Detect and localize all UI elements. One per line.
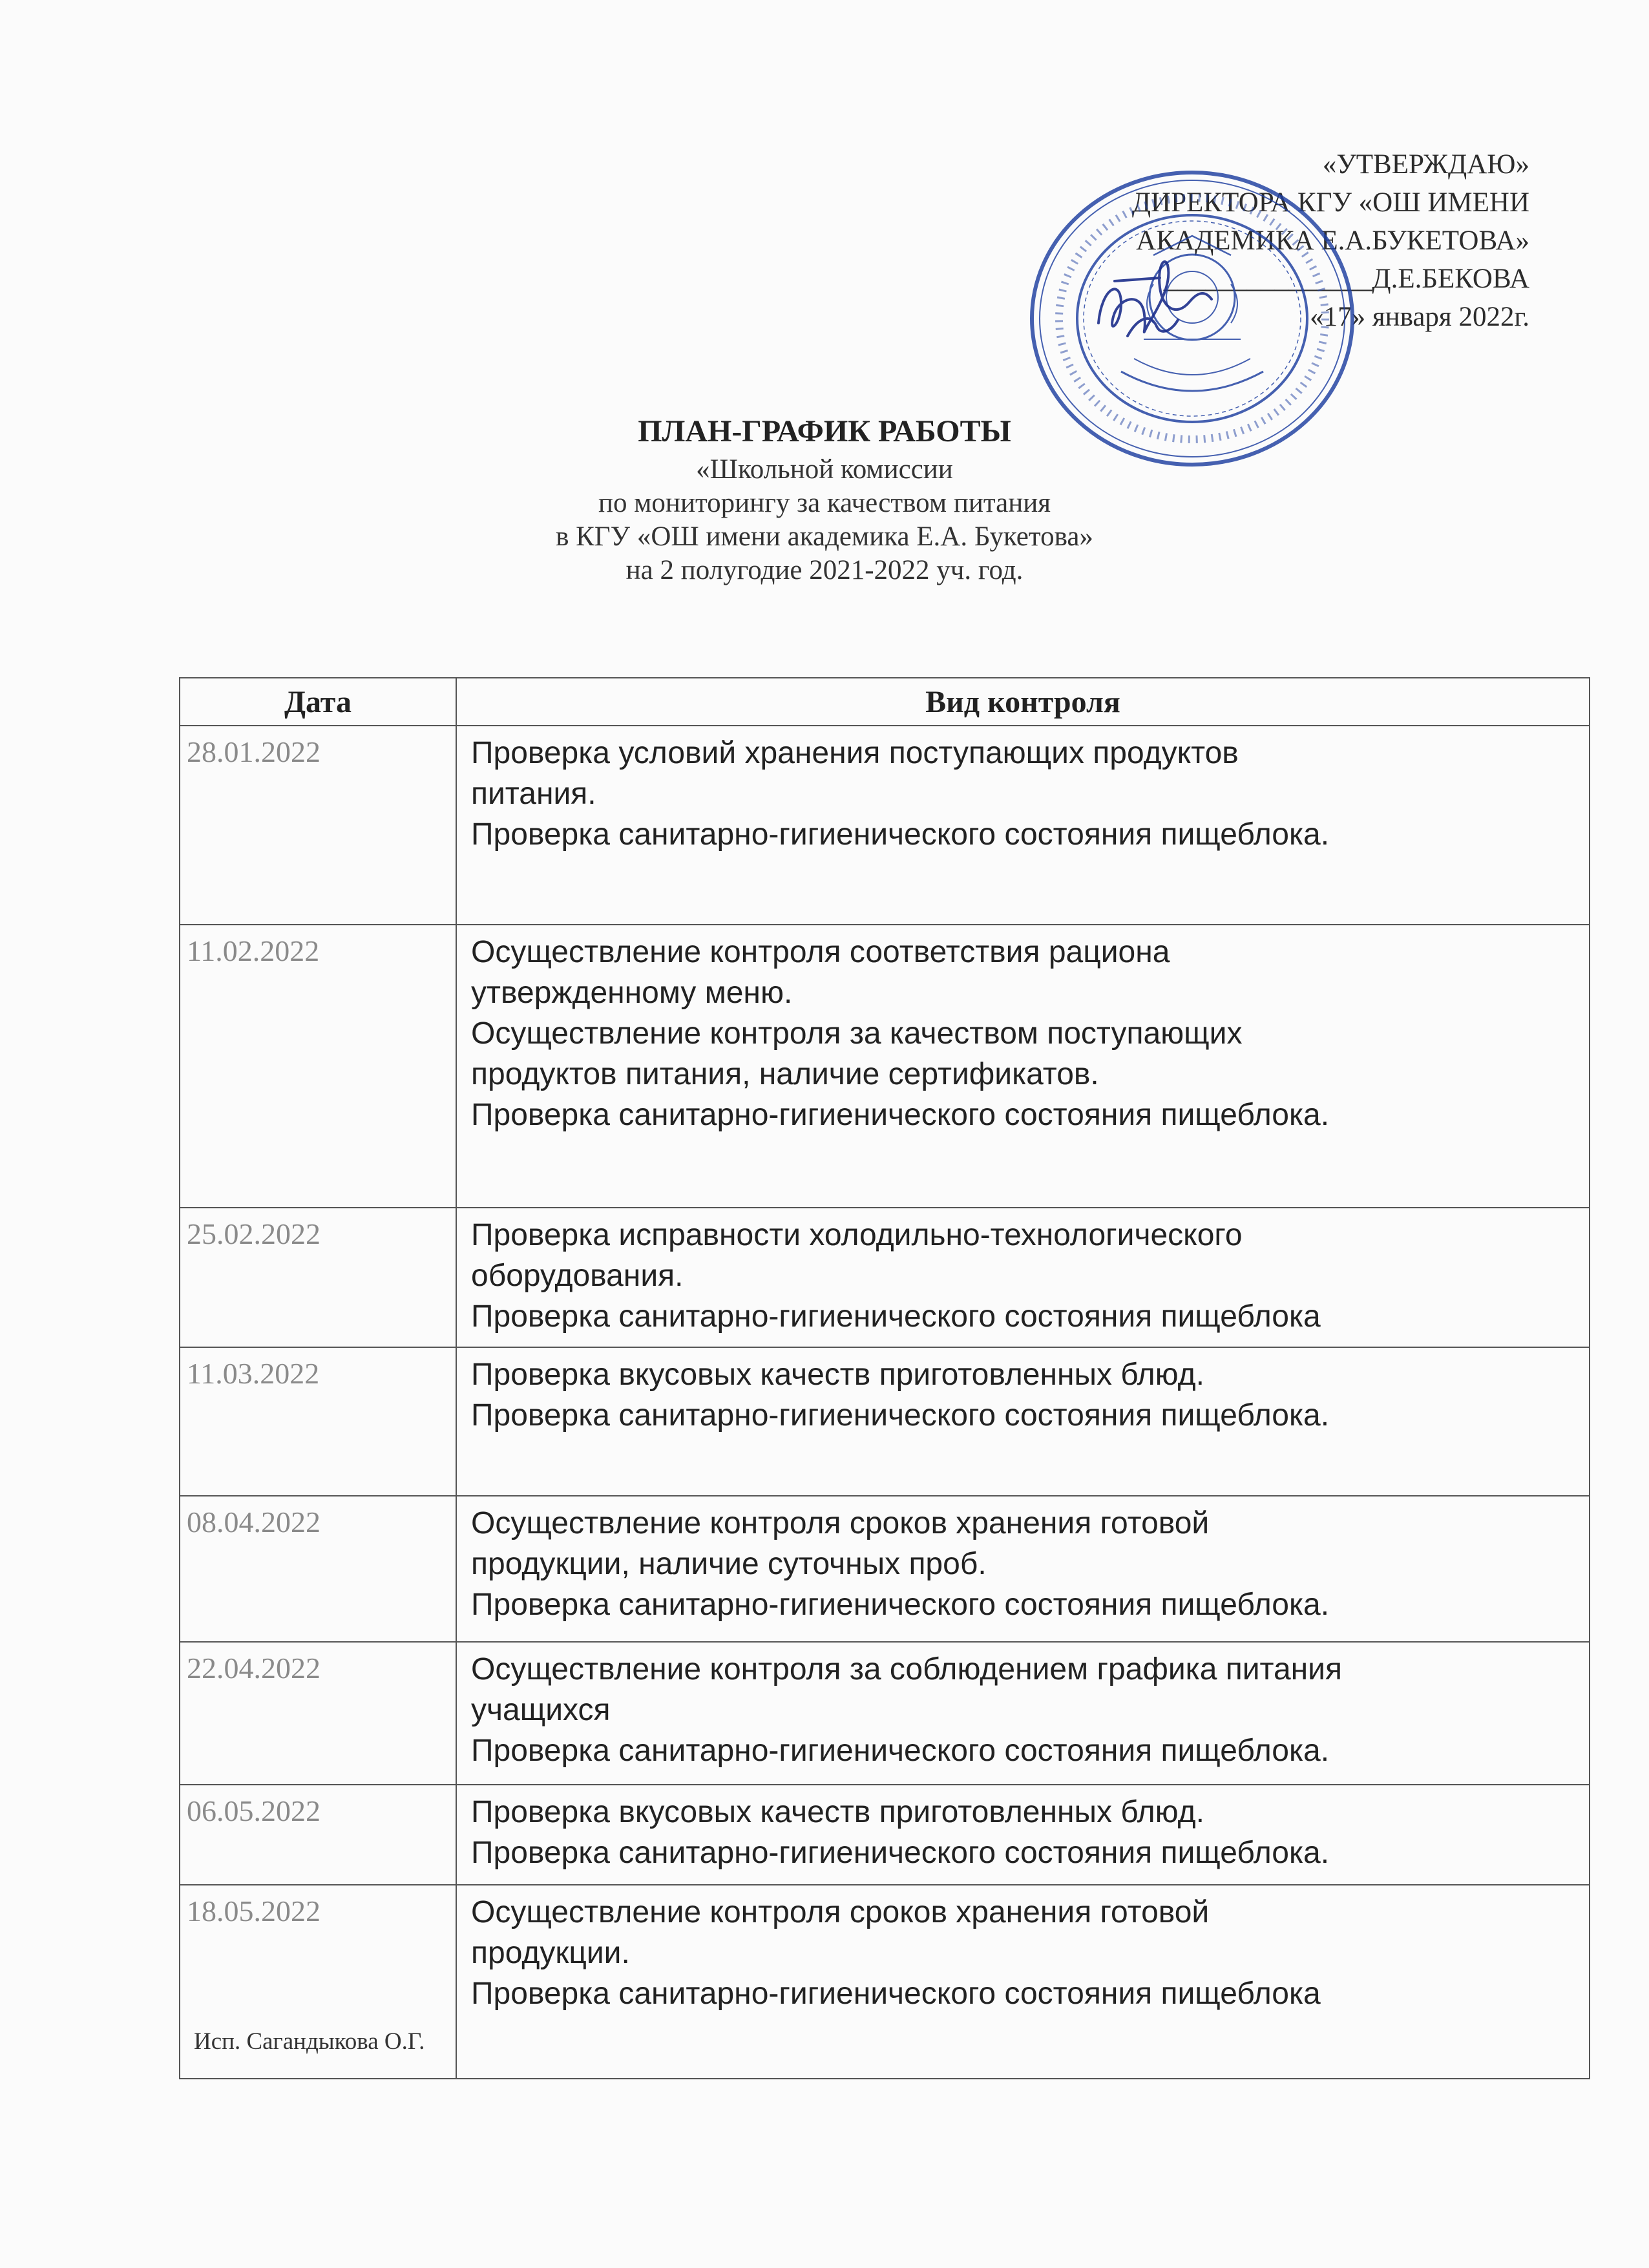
row-text-line: Осуществление контроля за соблюдением графика питания [471, 1652, 1342, 1686]
row-control-type [456, 1496, 1590, 1642]
subtitle-line: по мониторингу за качеством питания [598, 488, 1051, 518]
executor-note: Исп. Сагандыкова О.Г. [194, 2028, 425, 2055]
approval-line: «17» января 2022г. [1310, 302, 1529, 332]
row-text-line: Проверка вкусовых качеств приготовленных блюд. [471, 1358, 1204, 1392]
row-control-type [456, 925, 1590, 1208]
row-text-line: учащихся [471, 1693, 611, 1727]
row-control-type [456, 1208, 1590, 1347]
row-date: 11.02.2022 [180, 925, 456, 1208]
approval-line: АКАДЕМИКА Е.А.БУКЕТОВА» [1136, 226, 1529, 256]
row-date: 18.05.2022 [180, 1885, 456, 2079]
row-text-line: продуктов питания, наличие сертификатов. [471, 1057, 1099, 1091]
row-text-line: Проверка санитарно-гигиенического состояния пищеблока. [471, 1836, 1330, 1870]
row-text-line: оборудования. [471, 1259, 684, 1293]
document-title [0, 410, 1649, 587]
row-control-type [456, 1785, 1590, 1885]
table-row [180, 925, 1590, 1208]
row-date: 06.05.2022 [180, 1785, 456, 1885]
row-date: 08.04.2022 [180, 1496, 456, 1642]
schedule-table [179, 677, 1590, 2079]
subtitle-line: в КГУ «ОШ имени академика Е.А. Букетова» [556, 521, 1093, 552]
main-title: ПЛАН-ГРАФИК РАБОТЫ [638, 414, 1011, 448]
table-row [180, 726, 1590, 925]
row-text-line: утвержденному меню. [471, 976, 793, 1010]
row-text-line: питания. [471, 777, 596, 811]
subtitle-line: на 2 полугодие 2021-2022 уч. год. [625, 555, 1024, 585]
row-text-line: Проверка санитарно-гигиенического состояния пищеблока [471, 1299, 1321, 1334]
approval-line: «УТВЕРЖДАЮ» [1322, 149, 1529, 180]
row-date: 28.01.2022 [180, 726, 456, 925]
table-row [180, 1347, 1590, 1496]
table-row [180, 1642, 1590, 1785]
row-text-line: Проверка санитарно-гигиенического состояния пищеблока. [471, 1588, 1330, 1622]
row-text-line: Проверка санитарно-гигиенического состояния пищеблока [471, 1977, 1321, 2011]
table-row [180, 1785, 1590, 1885]
row-date: 25.02.2022 [180, 1208, 456, 1347]
approval-line: _______________Д.Е.БЕКОВА [1163, 264, 1529, 294]
header-control-type: Вид контроля [456, 678, 1590, 726]
row-text-line: Проверка санитарно-гигиенического состояния пищеблока. [471, 817, 1330, 852]
subtitle-line: «Школьной комиссии [696, 454, 953, 485]
table-header-row [180, 678, 1590, 726]
row-text-line: Проверка санитарно-гигиенического состояния пищеблока. [471, 1734, 1330, 1768]
row-control-type [456, 1885, 1590, 2079]
row-date: 22.04.2022 [180, 1642, 456, 1785]
table-row [180, 1496, 1590, 1642]
row-text-line: Осуществление контроля сроков хранения готовой [471, 1895, 1210, 1929]
row-text-line: продукции. [471, 1936, 630, 1970]
signature-icon [1098, 262, 1212, 336]
row-text-line: Проверка вкусовых качеств приготовленных блюд. [471, 1795, 1204, 1829]
row-text-line: Осуществление контроля соответствия рациона [471, 935, 1170, 969]
row-text-line: Проверка санитарно-гигиенического состояния пищеблока. [471, 1098, 1330, 1132]
row-text-line: Проверка условий хранения поступающих продуктов [471, 736, 1239, 770]
header-date: Дата [180, 678, 456, 726]
row-text-line: Осуществление контроля за качеством поступающих [471, 1016, 1243, 1051]
row-control-type [456, 726, 1590, 925]
row-date: 11.03.2022 [180, 1347, 456, 1496]
row-text-line: Проверка исправности холодильно-технологического [471, 1218, 1243, 1252]
row-text-line: продукции, наличие суточных проб. [471, 1547, 987, 1581]
row-control-type [456, 1347, 1590, 1496]
row-text-line: Осуществление контроля сроков хранения готовой [471, 1506, 1210, 1540]
table-row [180, 1208, 1590, 1347]
approval-line: ДИРЕКТОРА КГУ «ОШ ИМЕНИ [1131, 187, 1529, 218]
row-text-line: Проверка санитарно-гигиенического состояния пищеблока. [471, 1398, 1330, 1433]
row-control-type [456, 1642, 1590, 1785]
